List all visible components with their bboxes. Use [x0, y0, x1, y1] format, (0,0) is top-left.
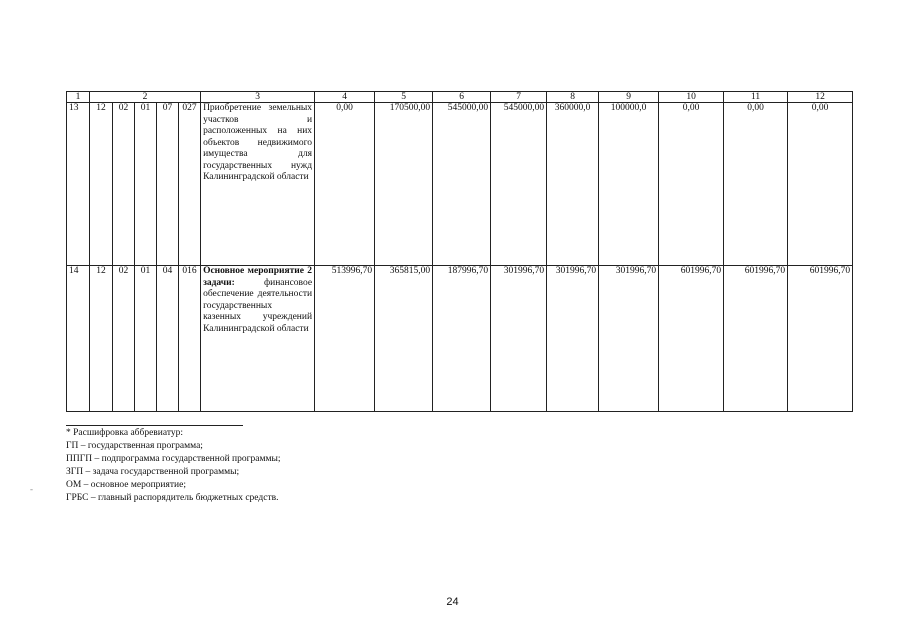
table-row: [67, 266, 853, 412]
margin-mark: -: [30, 484, 33, 494]
code-cell: 027: [179, 103, 201, 266]
header-cell: 8: [547, 92, 599, 103]
value-cell: 187996,70: [433, 266, 491, 412]
value-cell: 0,00: [724, 103, 788, 266]
row-number: 13: [67, 103, 90, 266]
header-cell: 1: [67, 92, 90, 103]
value-cell: 100000,0: [599, 103, 659, 266]
value-cell: 601996,70: [724, 266, 788, 412]
header-cell: 7: [491, 92, 547, 103]
code-cell: 016: [179, 266, 201, 412]
value-cell: 545000,00: [433, 103, 491, 266]
value-cell: 545000,00: [491, 103, 547, 266]
value-cell: 301996,70: [491, 266, 547, 412]
value-cell: 0,00: [788, 103, 853, 266]
code-cell: 04: [157, 266, 179, 412]
value-cell: 360000,0: [547, 103, 599, 266]
note-line: * Расшифровка аббревиатур:: [66, 428, 184, 438]
note-line: ЗГП – задача государственной программы;: [66, 467, 240, 477]
description-text: финансовое обеспечение деятельности государственных казенных учреждений Калининградской области: [203, 277, 313, 334]
code-cell: 07: [157, 103, 179, 266]
code-cell: 02: [113, 103, 135, 266]
abbreviation-notes: [66, 427, 281, 505]
value-cell: 601996,70: [659, 266, 724, 412]
header-cell: 4: [315, 92, 375, 103]
value-cell: 301996,70: [547, 266, 599, 412]
description-bold: Основное мероприятие 2 задачи:: [203, 266, 313, 288]
description-cell: Приобретение земельных участков и расположенных на них объектов недвижимого имущества для государственных нужд Калининградской области: [201, 103, 315, 266]
code-cell: 01: [135, 103, 157, 266]
description-cell: [201, 266, 315, 412]
code-cell: 12: [90, 266, 113, 412]
budget-table: [66, 91, 853, 412]
header-cell: 3: [201, 92, 315, 103]
value-cell: 365815,00: [375, 266, 433, 412]
note-line: ППГП – подпрограмма государственной программы;: [66, 454, 281, 464]
code-cell: 01: [135, 266, 157, 412]
value-cell: 0,00: [659, 103, 724, 266]
row-number: 14: [67, 266, 90, 412]
header-cell: 5: [375, 92, 433, 103]
header-cell: 9: [599, 92, 659, 103]
code-cell: 12: [90, 103, 113, 266]
note-line: ГРБС – главный распорядитель бюджетных средств.: [66, 493, 279, 503]
footnote-divider: [66, 425, 243, 426]
note-line: ГП – государственная программа;: [66, 441, 203, 451]
header-cell: 6: [433, 92, 491, 103]
code-cell: 02: [113, 266, 135, 412]
value-cell: 301996,70: [599, 266, 659, 412]
note-line: ОМ – основное мероприятие;: [66, 480, 186, 490]
value-cell: 513996,70: [315, 266, 375, 412]
value-cell: 170500,00: [375, 103, 433, 266]
table-header-row: [67, 92, 853, 103]
page-number: 24: [446, 596, 459, 608]
table-row: [67, 103, 853, 266]
value-cell: 601996,70: [788, 266, 853, 412]
header-cell: 10: [659, 92, 724, 103]
header-cell: 2: [90, 92, 201, 103]
header-cell: 11: [724, 92, 788, 103]
header-cell: 12: [788, 92, 853, 103]
value-cell: 0,00: [315, 103, 375, 266]
